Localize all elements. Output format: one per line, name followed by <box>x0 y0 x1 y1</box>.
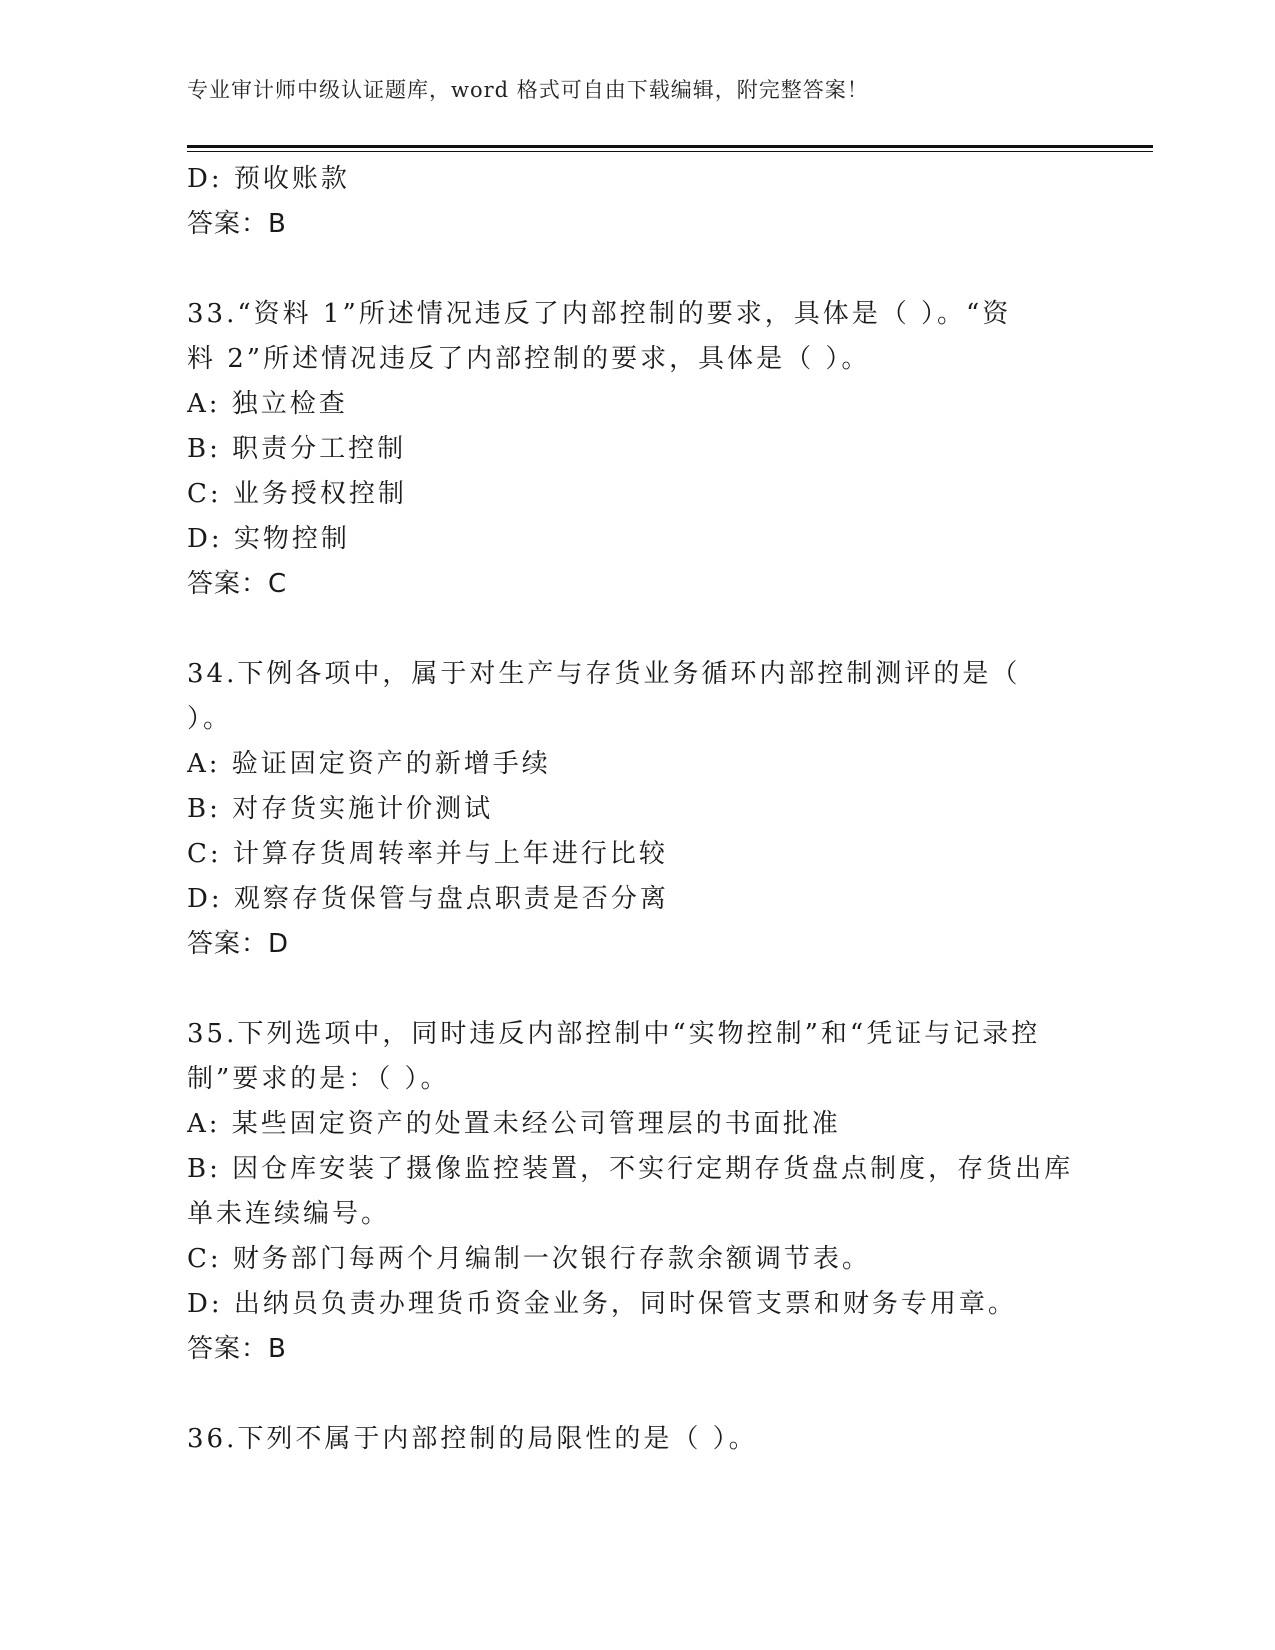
question-text-cont: 制”要求的是：（ ）。 <box>187 1064 450 1094</box>
question-block-35 <box>187 1012 1087 1372</box>
question-text-cont: 料 2”所述情况违反了内部控制的要求，具体是（ ）。 <box>187 344 871 374</box>
question-block-33 <box>187 292 1087 607</box>
spacer <box>187 1372 1087 1417</box>
page-header: 专业审计师中级认证题库，word 格式可自由下载编辑，附完整答案！ <box>187 78 869 102</box>
option-c: C: 财务部门每两个月编制一次银行存款余额调节表。 <box>187 1244 871 1274</box>
option-a: A: 某些固定资产的处置未经公司管理层的书面批准 <box>187 1109 841 1139</box>
header-rule-thick <box>187 145 1153 148</box>
question-text: 34.下例各项中，属于对生产与存货业务循环内部控制测评的是（ <box>187 659 1021 689</box>
answer-line: 答案：D <box>187 929 290 959</box>
document-body <box>187 157 1087 1462</box>
question-block-34 <box>187 652 1087 967</box>
spacer <box>187 607 1087 652</box>
question-text: 35.下列选项中，同时违反内部控制中“实物控制”和“凭证与记录控 <box>187 1019 1041 1049</box>
option-b: B: 职责分工控制 <box>187 434 407 464</box>
option-d: D: 预收账款 <box>187 164 350 194</box>
question-block-32 <box>187 157 1087 247</box>
option-b-cont: 单未连续编号。 <box>187 1199 391 1229</box>
option-b: B: 对存货实施计价测试 <box>187 794 494 824</box>
option-c: C: 业务授权控制 <box>187 479 407 509</box>
option-a: A: 验证固定资产的新增手续 <box>187 749 551 779</box>
option-d: D: 观察存货保管与盘点职责是否分离 <box>187 884 669 914</box>
question-text: 33.“资料 1”所述情况违反了内部控制的要求，具体是（ ）。“资 <box>187 299 1012 329</box>
option-d: D: 实物控制 <box>187 524 350 554</box>
question-block-36 <box>187 1417 1087 1462</box>
question-text: 36.下列不属于内部控制的局限性的是（ ）。 <box>187 1424 758 1454</box>
answer-line: 答案：B <box>187 209 287 239</box>
answer-line: 答案：B <box>187 1334 287 1364</box>
answer-line: 答案：C <box>187 569 288 599</box>
header-rule-thin <box>187 151 1153 152</box>
option-d: D: 出纳员负责办理货币资金业务，同时保管支票和财务专用章。 <box>187 1289 1017 1319</box>
spacer <box>187 247 1087 292</box>
option-b: B: 因仓库安装了摄像监控装置，不实行定期存货盘点制度，存货出库 <box>187 1154 1074 1184</box>
question-text-cont: ）。 <box>187 704 233 734</box>
spacer <box>187 967 1087 1012</box>
option-c: C: 计算存货周转率并与上年进行比较 <box>187 839 668 869</box>
option-a: A: 独立检查 <box>187 389 348 419</box>
